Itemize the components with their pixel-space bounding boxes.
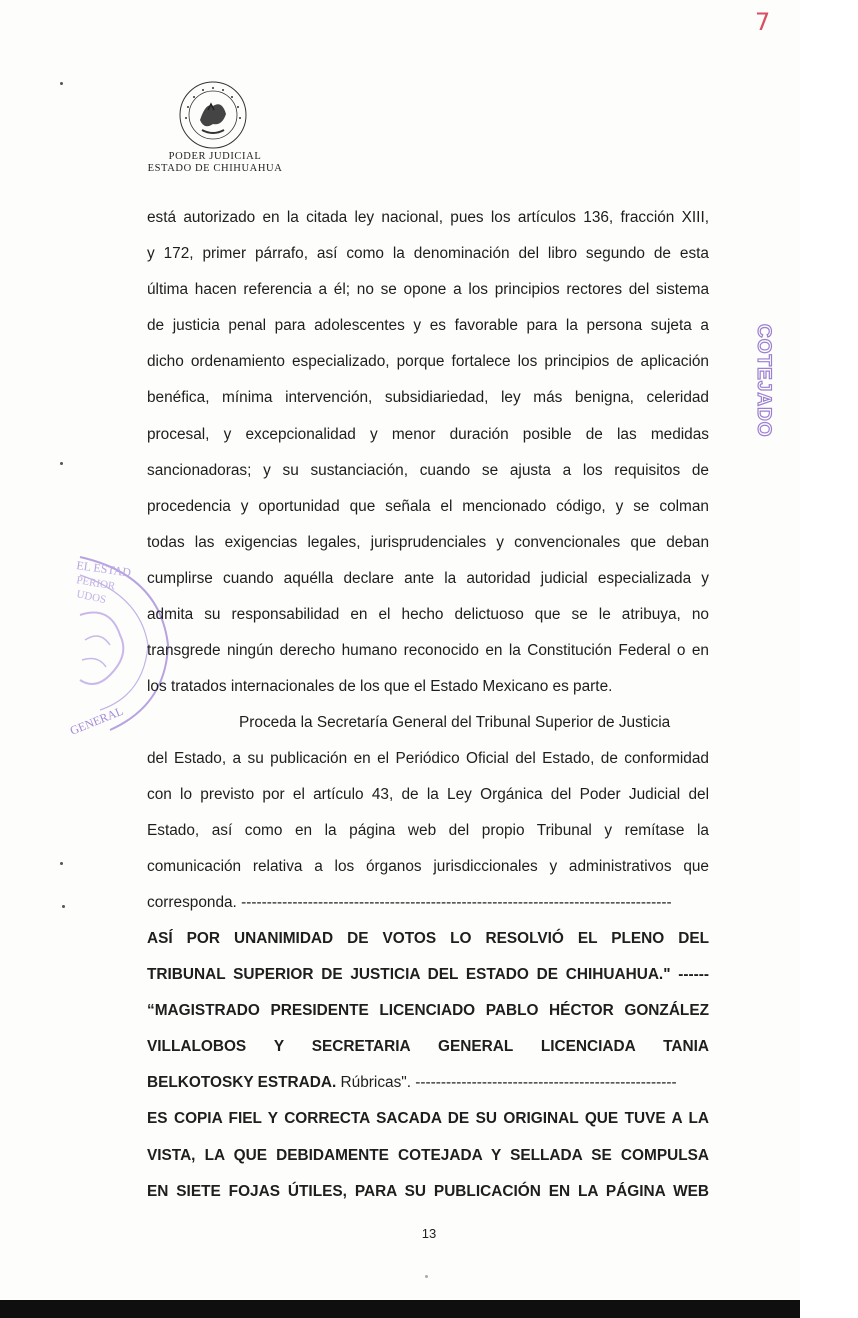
certification-line: VISTA, LA QUE DEBIDAMENTE COTEJADA Y SELLADA SE COMPULSA — [147, 1146, 709, 1164]
svg-text:GENERAL: GENERAL — [67, 703, 126, 738]
text-line: procedencia y oportunidad que señala el mencionado código, y se colman — [147, 497, 709, 515]
text-line: dicho ordenamiento especializado, porque fortalece los principios de aplicación — [147, 353, 709, 371]
signature-rubricas: Rúbricas". --------------------------------------------------- — [336, 1074, 677, 1092]
certification-line: ES COPIA FIEL Y CORRECTA SACADA DE SU ORIGINAL QUE TUVE A LA — [147, 1110, 709, 1128]
cotejado-stamp — [746, 320, 774, 460]
scan-bottom-edge — [0, 1300, 800, 1318]
certification-line: EN SIETE FOJAS ÚTILES, PARA SU PUBLICACIÓN EN LA PÁGINA WEB — [147, 1182, 709, 1200]
text-line: admita su responsabilidad en el hecho delictuoso que se le atribuya, no — [147, 606, 709, 624]
svg-text:UDOS: UDOS — [75, 588, 108, 607]
text-line: de justicia penal para adolescentes y es favorable para la persona sujeta a — [147, 317, 709, 335]
scan-speck — [60, 862, 63, 865]
page-number: 13 — [421, 1226, 437, 1241]
resolution-block — [147, 921, 709, 1210]
signature-names: BELKOTOSKY ESTRADA. — [147, 1074, 337, 1092]
text-line: con lo previsto por el artículo 43, de la Ley Orgánica del Poder Judicial del — [147, 786, 709, 804]
institution-name: PODER JUDICIAL — [168, 151, 262, 162]
scan-speck — [425, 1275, 428, 1278]
signature-line — [147, 1065, 709, 1101]
scan-speck — [60, 82, 63, 85]
text-line: transgrede ningún derecho humano reconocido en la Constitución Federal o en — [147, 642, 709, 660]
text-line: Estado, así como en la página web del propio Tribunal y remítase la — [147, 822, 709, 840]
text-line: cumplirse cuando aquélla declare ante la autoridad judicial especializada y — [147, 569, 709, 587]
institution-state: ESTADO DE CHIHUAHUA — [147, 163, 283, 174]
svg-text:EL ESTAD: EL ESTAD — [75, 558, 132, 580]
mexican-coat-of-arms-seal — [178, 80, 248, 150]
paragraph-2 — [147, 705, 709, 922]
text-line: benéfica, mínima intervención, subsidiariedad, ley más benigna, celeridad — [147, 389, 709, 407]
handwritten-page-mark: 7 — [755, 8, 771, 36]
text-line: sancionadoras; y su sustanciación, cuando se ajusta a los requisitos de — [147, 461, 709, 479]
scan-speck — [62, 905, 65, 908]
text-line: procesal, y excepcionalidad y menor duración posible de las medidas — [147, 425, 709, 443]
scan-speck — [60, 462, 63, 465]
text-line: está autorizado en la citada ley nacional, pues los artículos 136, fracción XIII, — [147, 209, 709, 226]
text-line: Proceda la Secretaría General del Tribunal Superior de Justicia — [239, 714, 671, 731]
paragraph-1 — [147, 200, 709, 705]
text-line: los tratados internacionales de los que el Estado Mexicano es parte. — [147, 678, 613, 696]
text-line: todas las exigencias legales, jurisprudenciales y convencionales que deban — [147, 533, 709, 551]
svg-text:COTEJADO: COTEJADO — [753, 324, 774, 438]
text-line: del Estado, a su publicación en el Periódico Oficial del Estado, de conformidad — [147, 750, 709, 768]
text-line: comunicación relativa a los órganos jurisdiccionales y administrativos que — [147, 858, 709, 876]
text-line: y 172, primer párrafo, así como la denominación del libro segundo de esta — [147, 245, 709, 263]
bold-text-line: TRIBUNAL SUPERIOR DE JUSTICIA DEL ESTADO DE CHIHUAHUA." ------ — [147, 966, 709, 984]
text-line: última hacen referencia a él; no se opone a los principios rectores del sistema — [147, 281, 709, 299]
svg-text:PERIOR: PERIOR — [75, 574, 117, 593]
bold-text-line: ASÍ POR UNANIMIDAD DE VOTOS LO RESOLVIÓ EL PLENO DEL — [147, 930, 709, 947]
bold-text-line: VILLALOBOS Y SECRETARIA GENERAL LICENCIADA TANIA — [147, 1038, 709, 1056]
bold-text-line: “MAGISTRADO PRESIDENTE LICENCIADO PABLO HÉCTOR GONZÁLEZ — [147, 1002, 709, 1020]
text-line: corresponda. ------------------------------------------------------------------------------------ — [147, 894, 672, 912]
